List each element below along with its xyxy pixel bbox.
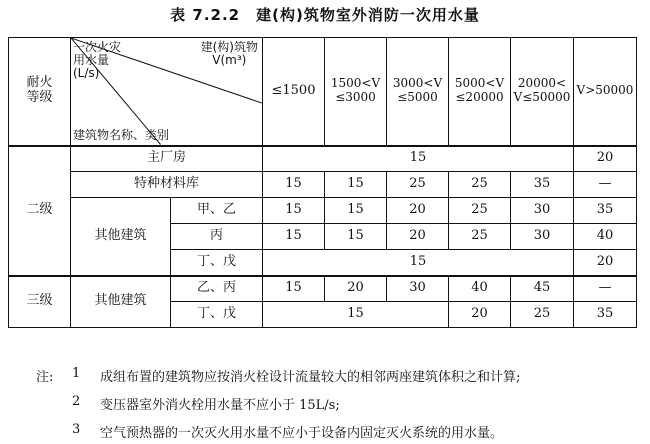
- cell-value: —: [574, 172, 637, 198]
- ding-wu-merged-value: 15: [263, 250, 574, 276]
- cell-value: 35: [574, 198, 637, 224]
- ding-wu-last-value: 20: [574, 250, 637, 276]
- header-fire-rating-text: 耐火 等级: [26, 75, 53, 106]
- cell-value: 25: [449, 224, 511, 250]
- ding-wu-3-merged-value: 15: [263, 302, 449, 328]
- note-number: 2: [72, 394, 81, 409]
- cell-value: 40: [449, 276, 511, 302]
- notes-tag: 注:: [36, 370, 54, 385]
- volume-col-4: 5000<V ≤20000: [449, 38, 511, 146]
- note-number: 1: [72, 366, 81, 381]
- header-water-label: 一次火灾 用水量 (L/s): [73, 40, 122, 80]
- cell-value: 25: [449, 172, 511, 198]
- cell-value: 35: [511, 172, 574, 198]
- cell-value: 15: [263, 276, 325, 302]
- main-plant-last-value: 20: [574, 146, 637, 172]
- cell-value: 20: [387, 198, 449, 224]
- cell-value: 15: [263, 224, 325, 250]
- grade-3-label: 三级: [9, 276, 71, 328]
- class-ding-wu-label: 丁、戊: [171, 250, 263, 276]
- cell-value: 20: [449, 302, 511, 328]
- cell-value: 40: [574, 224, 637, 250]
- header-diagonal-cell: [71, 38, 263, 146]
- class-jia-yi-label: 甲、乙: [171, 198, 263, 224]
- cell-value: 30: [511, 224, 574, 250]
- volume-col-3: 3000<V ≤5000: [387, 38, 449, 146]
- cell-value: —: [574, 276, 637, 302]
- other-building-3-label: 其他建筑: [71, 276, 171, 328]
- cell-value: 15: [263, 172, 325, 198]
- class-yi-bing-label: 乙、丙: [171, 276, 263, 302]
- cell-value: 25: [387, 172, 449, 198]
- class-ding-wu-3-label: 丁、戊: [171, 302, 263, 328]
- grade-2-label: 二级: [9, 146, 71, 276]
- volume-col-1: ≤1500: [263, 38, 325, 146]
- volume-col-5: 20000< V≤50000: [511, 38, 574, 146]
- cell-value: 35: [574, 302, 637, 328]
- header-category-label: 建筑物名称、类别: [73, 127, 170, 142]
- other-building-label: 其他建筑: [71, 198, 171, 276]
- cell-value: 30: [387, 276, 449, 302]
- cell-value: 45: [511, 276, 574, 302]
- table-title: 表 7.2.2 建(构)筑物室外消防一次用水量: [170, 6, 480, 24]
- volume-col-2: 1500<V ≤3000: [325, 38, 387, 146]
- cell-value: 25: [511, 302, 574, 328]
- main-plant-merged-value: 15: [263, 146, 574, 172]
- note-text: 成组布置的建筑物应按消火栓设计流量较大的相邻两座建筑体积之和计算;: [100, 370, 521, 385]
- note-text: 空气预热器的一次灭火用水量不应小于设备内固定灭火系统的用水量。: [100, 426, 504, 441]
- header-building-label: 建(构)筑物 V(m³): [200, 40, 258, 67]
- cell-value: 15: [325, 224, 387, 250]
- cell-value: 30: [511, 198, 574, 224]
- header-fire-rating: [9, 38, 71, 146]
- cell-value: 25: [449, 198, 511, 224]
- note-text: 变压器室外消火栓用水量不应小于 15L/s;: [100, 398, 340, 413]
- class-bing-label: 丙: [171, 224, 263, 250]
- water-consumption-table: [8, 37, 637, 328]
- cell-value: 20: [325, 276, 387, 302]
- row-special-store-label: 特种材料库: [71, 172, 263, 198]
- cell-value: 20: [387, 224, 449, 250]
- cell-value: 15: [325, 198, 387, 224]
- volume-col-6: V>50000: [574, 38, 637, 146]
- note-number: 3: [72, 422, 81, 437]
- row-main-plant-label: 主厂房: [71, 146, 263, 172]
- cell-value: 15: [325, 172, 387, 198]
- cell-value: 15: [263, 198, 325, 224]
